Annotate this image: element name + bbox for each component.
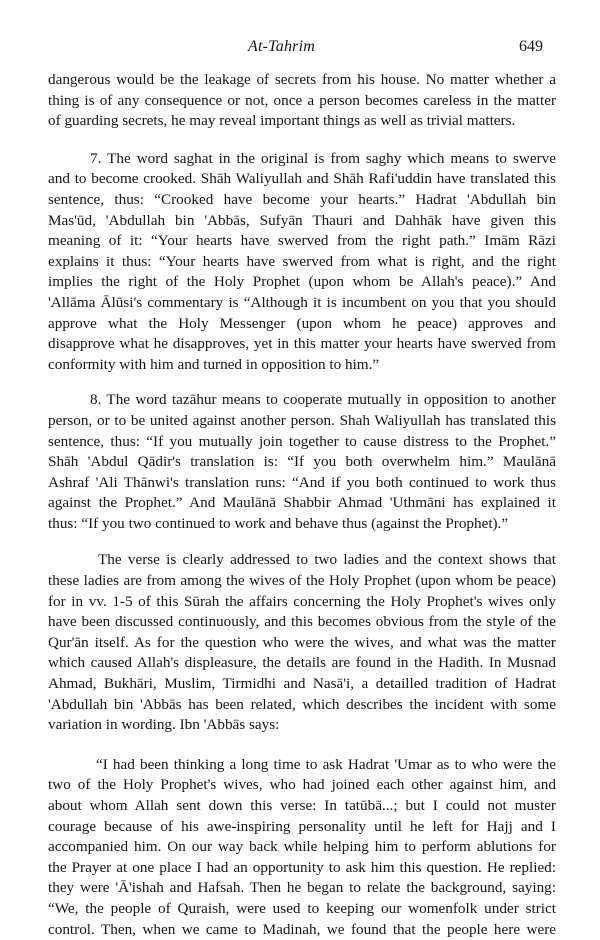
- text-line: they were 'Ā'ishah and Hafsah. Then he began to relate the background, saying:: [48, 879, 556, 897]
- text-line: of guarding secrets, he may reveal important things as well as trivial matters.: [48, 112, 516, 130]
- text-line: Ashraf 'Ali Thānwi's translation runs: “And if you both continued to work thus: [48, 473, 556, 491]
- text-line: variation in wording. Ibn 'Abbās says:: [48, 716, 280, 734]
- text-line: sentence, thus: “Crooked have become your hearts.” Hadrat 'Abdullah bin: [48, 190, 556, 208]
- paragraph-note-7: [48, 149, 556, 376]
- text-line: thus: “If you two continued to work and behave thus (against the Prophet).”: [48, 514, 509, 532]
- text-line: courage because of his awe-inspiring personality until he left for Hajj and I: [48, 817, 556, 835]
- text-line: 'Abdullah bin 'Abbās has been related, which describes the incident with some: [48, 695, 556, 713]
- paragraph-context: [48, 550, 556, 735]
- running-header: [0, 38, 600, 58]
- text-line: 8. The word tazāhur means to cooperate mutually in opposition to another: [90, 391, 556, 409]
- page-number: 649: [519, 38, 543, 55]
- text-line: Qur'ān itself. As for the question who were the wives, and what was the matter: [48, 633, 556, 651]
- text-line: Shāh 'Abdul Qādir's translation is: “If you both overwhelm him.” Maulānā: [48, 453, 556, 471]
- text-line: for in vv. 1-5 of this Sūrah the affairs concerning the Holy Prophet's wives only: [48, 592, 556, 610]
- text-line: conformity with him and turned in opposition to him.”: [48, 355, 380, 373]
- text-line: thing is of any consequence or not, once a person becomes careless in the matter: [48, 91, 556, 109]
- text-line: two of the Holy Prophet's wives, who had joined each other against him, and: [48, 776, 556, 794]
- body-text: [48, 70, 556, 940]
- text-line: Mas'ūd, 'Abdullah bin 'Abbās, Sufyān Thauri and Dahhāk have given this: [48, 211, 556, 229]
- text-line: person, or to be united against another person. Shah Waliyullah has translated this: [48, 411, 556, 429]
- text-line: sentence, thus: “If you mutually join together to cause distress to the Prophet.”: [48, 432, 556, 450]
- text-line: explains it thus: “Your hearts have swerved from what is right, and the right: [48, 252, 556, 270]
- paragraph-quotation: [48, 755, 556, 940]
- paragraph-continuation: [48, 70, 556, 132]
- text-line: 7. The word saghat in the original is from saghy which means to swerve: [90, 149, 556, 167]
- text-line: against the Prophet.” And Maulānā Shabbir Ahmad 'Uthmāni has explained it: [48, 494, 556, 512]
- paragraph-note-8: [48, 390, 556, 534]
- text-line: these ladies are from among the wives of the Holy Prophet (upon whom be peace): [48, 572, 556, 590]
- text-line: which caused Allah's displeasure, the details are found in the Hadith. In Musnad: [48, 654, 556, 672]
- text-line: accompanied him. On our way back while helping him to perform ablutions for: [48, 838, 556, 856]
- text-line: “We, the people of Quraish, were used to keeping our womenfolk under strict: [48, 899, 556, 917]
- text-line: meaning of it: “Your hearts have swerved from the right path.” Imām Rāzi: [48, 232, 556, 250]
- text-line: have been discussed continuously, and this becomes obvious from the style of the: [48, 613, 556, 631]
- text-line: 'Allāma Ālūsi's commentary is “Although it is incumbent on you that you should: [48, 293, 556, 311]
- text-line: The verse is clearly addressed to two ladies and the context shows that: [98, 551, 556, 569]
- text-line: dangerous would be the leakage of secrets from his house. No matter whether a: [48, 71, 556, 88]
- text-line: disapprove what he disapproves, yet in this matter your hearts have swerved from: [48, 335, 556, 353]
- text-line: and to become crooked. Shāh Waliyullah and Shāh Rafi'uddin have translated this: [48, 170, 556, 188]
- text-line: “I had been thinking a long time to ask Hadrat 'Umar as to who were the: [96, 755, 556, 773]
- running-title: At-Tahrim: [248, 38, 316, 55]
- text-line: the Prayer at one place I had an opportunity to ask him this question. He replied:: [48, 858, 556, 876]
- text-line: control. Then, when we came to Madinah, we found that the people here were: [48, 920, 556, 938]
- text-line: Ahmad, Bukhāri, Muslim, Tirmidhi and Nasā'i, a detailled tradition of Hadrat: [48, 675, 556, 693]
- text-line: about whom Allah sent down this verse: In tatūbā...; but I could not muster: [48, 797, 556, 814]
- text-line: implies the right of the Holy Prophet (upon whom be Allah's peace).” And: [48, 273, 556, 291]
- text-line: approve what the Holy Messenger (upon whom he peace) approves and: [48, 314, 556, 332]
